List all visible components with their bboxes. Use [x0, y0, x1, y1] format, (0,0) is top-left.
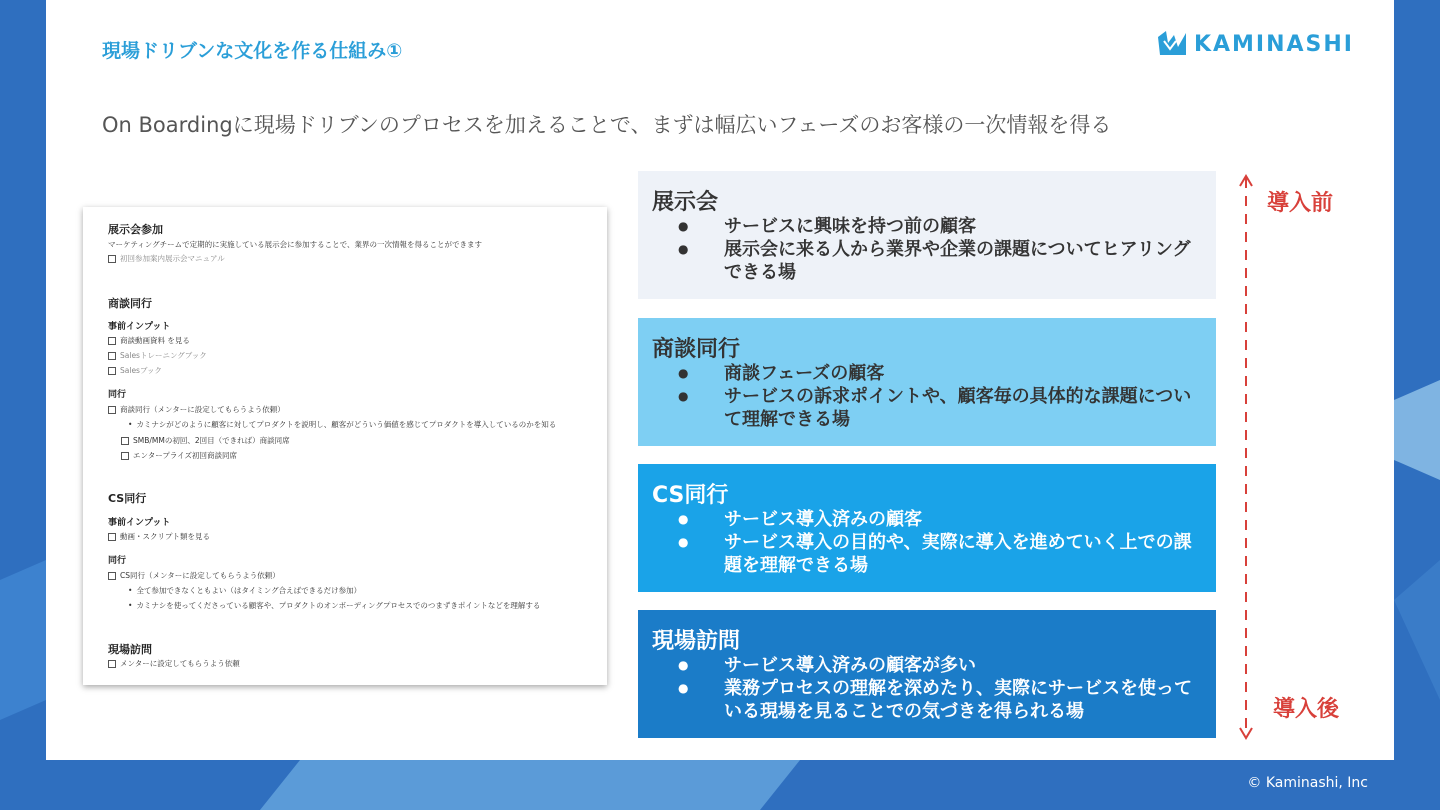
phase-title: 商談同行 — [652, 337, 741, 362]
checkbox-icon — [108, 406, 116, 414]
doc-checklist-item: CS同行（メンターに設定してもらうよう依頼） — [108, 570, 280, 581]
phase-bullet: ● サービスに興味を持つ前の顧客 — [724, 215, 1202, 238]
checkbox-icon — [108, 533, 116, 541]
doc-checklist-item: 初回参加案内展示会マニュアル — [108, 253, 225, 264]
doc-section-title: CS同行 — [108, 492, 147, 505]
label-after-adoption: 導入後 — [1273, 697, 1340, 722]
phase-bullet: ● サービス導入の目的や、実際に導入を進めていく上での課題を理解できる場 — [724, 531, 1202, 577]
doc-section-title: 展示会参加 — [108, 223, 163, 236]
label-before-adoption: 導入前 — [1267, 191, 1334, 216]
phase-bullets — [678, 215, 1202, 284]
doc-checklist-item: Salesブック — [108, 365, 162, 376]
checkbox-icon — [108, 660, 116, 668]
phase-bullet: ● 展示会に来る人から業界や企業の課題についてヒアリングできる場 — [724, 238, 1202, 284]
doc-checklist-item: 商談動画資料 を見る — [108, 335, 190, 346]
doc-section-title: 現場訪問 — [108, 643, 152, 656]
checkbox-icon — [121, 437, 129, 445]
phase-title: 展示会 — [652, 190, 719, 215]
phase-box-site-visit — [638, 610, 1216, 738]
doc-checklist-item: 商談同行（メンターに設定してもらうよう依頼） — [108, 404, 285, 415]
phase-bullets — [678, 508, 1202, 577]
checkbox-icon — [108, 367, 116, 375]
doc-checklist-item: 動画・スクリプト類を見る — [108, 531, 210, 542]
phase-bullet: ● サービスの訴求ポイントや、顧客毎の具体的な課題について理解できる場 — [724, 385, 1202, 431]
logo-icon — [1156, 27, 1190, 61]
doc-subsection-title: 事前インプット — [108, 322, 171, 332]
phase-bullet: ● 商談フェーズの顧客 — [724, 362, 1202, 385]
logo-text: KAMINASHI — [1193, 31, 1354, 57]
doc-subsection-title: 事前インプット — [108, 518, 171, 528]
doc-subsection-title: 同行 — [108, 556, 127, 566]
onboarding-document-screenshot — [83, 207, 607, 685]
slide — [46, 0, 1394, 760]
doc-text: マーケティングチームで定期的に実施している展示会に参加することで、業界の一次情報を得ることができます — [108, 240, 482, 249]
copyright: © Kaminashi, Inc — [1247, 775, 1368, 791]
phase-box-cs-visit — [638, 464, 1216, 592]
phase-bullet: ● 業務プロセスの理解を深めたり、実際にサービスを使っている現場を見ることでの気づきを得られる場 — [724, 677, 1202, 723]
doc-checklist-item: Salesトレーニングブック — [108, 350, 207, 361]
phase-title: CS同行 — [652, 483, 729, 508]
phase-bullet: ● サービス導入済みの顧客が多い — [724, 654, 1202, 677]
checkbox-icon — [108, 352, 116, 360]
doc-section-title: 商談同行 — [108, 297, 152, 310]
checkbox-icon — [108, 572, 116, 580]
doc-checklist-item: メンターに設定してもらうよう依頼 — [108, 658, 240, 669]
doc-bullet: • 全て参加できなくともよい（はタイミング合えばできるだけ参加） — [128, 585, 361, 596]
slide-subtitle: On Boardingに現場ドリブンのプロセスを加えることで、まずは幅広いフェーズのお客様の一次情報を得る — [102, 113, 1112, 137]
timeline-arrow-icon — [1238, 172, 1254, 742]
phase-bullet: ● サービス導入済みの顧客 — [724, 508, 1202, 531]
phase-bullets — [678, 654, 1202, 723]
doc-checklist-item: エンタープライズ初回商談同席 — [121, 450, 237, 461]
checkbox-icon — [108, 255, 116, 263]
doc-bullet: • カミナシがどのように顧客に対してプロダクトを説明し、顧客がどういう価値を感じてプロダクトを導入しているのかを知る — [128, 419, 556, 430]
doc-bullet: • カミナシを使ってくださっている顧客や、プロダクトのオンボーディングプロセスでのつまずきポイントなどを理解する — [128, 600, 540, 611]
phase-box-sales-meeting — [638, 318, 1216, 446]
checkbox-icon — [108, 337, 116, 345]
checkbox-icon — [121, 452, 129, 460]
phase-title: 現場訪問 — [652, 629, 741, 654]
kaminashi-logo — [1156, 22, 1354, 66]
phase-box-exhibition — [638, 171, 1216, 299]
doc-subsection-title: 同行 — [108, 390, 127, 400]
doc-checklist-item: SMB/MMの初回、2回目（できれば）商談同席 — [121, 435, 290, 446]
phase-bullets — [678, 362, 1202, 431]
slide-title: 現場ドリブンな文化を作る仕組み① — [102, 40, 403, 62]
